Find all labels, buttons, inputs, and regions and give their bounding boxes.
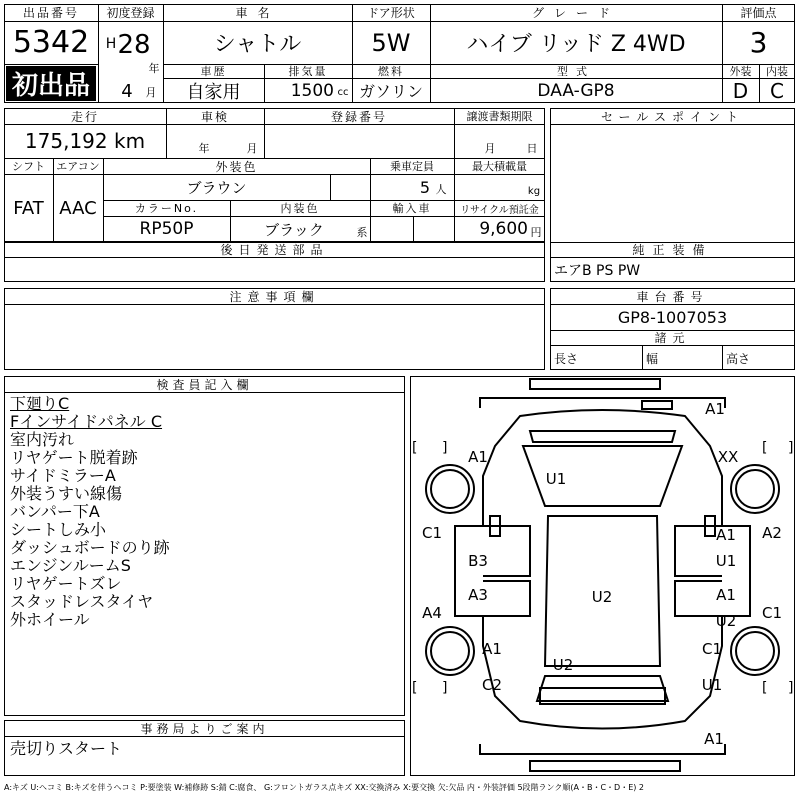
damage-mark: A1 <box>716 586 736 604</box>
tailgate-bar <box>530 761 680 771</box>
model-label: 型式 <box>557 65 595 78</box>
front-bumper-outline <box>480 398 725 408</box>
displacement-unit: cc <box>337 87 349 98</box>
damage-mark: B3 <box>468 552 488 570</box>
displacement: 1500 <box>290 80 334 101</box>
right-rear-door <box>675 581 722 616</box>
width-label: 幅 <box>646 351 659 366</box>
year-unit: 年 <box>148 62 160 75</box>
damage-mark: A3 <box>468 586 488 604</box>
inspector-notes <box>10 395 400 629</box>
history: 自家用 <box>186 81 241 103</box>
sales-point-label: セールスポイント <box>601 109 744 124</box>
note-item: シートしみ小 <box>10 520 107 539</box>
legend: A:キズ U:ヘコミ B:キズを伴うヘコミ P:要塗装 W:補修跡 S:錆 C:腐食、 G:フロントガラス点キズ XX:交換済み X:要交換 欠:欠品 内・外装評価 5段階ランク順(A・B・C・D・E) 2 <box>4 782 645 792</box>
damage-mark: A1 <box>482 640 502 658</box>
bracket-mark: ] <box>442 680 448 696</box>
note-item: 室内汚れ <box>10 430 75 449</box>
max-load-label: 最大積載量 <box>472 160 527 173</box>
interior-color-label: 内装色 <box>280 202 320 215</box>
first-registration-label: 初度登録 <box>106 6 155 20</box>
damage-mark: A1 <box>716 526 736 544</box>
left-rear-door <box>483 581 530 616</box>
grade: ハイブ リッド Z 4WD <box>466 32 686 57</box>
shift: FAT <box>13 197 44 219</box>
capacity-label: 乗車定員 <box>390 160 434 173</box>
displacement-label: 排気量 <box>288 65 328 78</box>
recycle-label: リサイクル預託金 <box>460 204 539 216</box>
damage-mark: U1 <box>701 676 723 694</box>
office-title: 事務局よりご案内 <box>140 721 269 736</box>
inspection-label: 車検 <box>200 109 229 124</box>
height-label: 高さ <box>726 351 751 366</box>
exterior-color-label: 外装色 <box>215 159 258 174</box>
lot-number-label: 出品番号 <box>22 6 79 20</box>
interior-color: ブラック <box>264 220 324 239</box>
front-bumper-shape <box>530 379 660 389</box>
equipment: エアB PS PW <box>554 263 641 279</box>
note-item: ダッシュボードのり跡 <box>10 538 170 557</box>
shift-label: シフト <box>12 160 45 173</box>
damage-mark: C1 <box>421 524 443 542</box>
recycle-unit: 円 <box>530 226 542 239</box>
damage-mark: C1 <box>701 640 723 658</box>
car-diagram <box>410 376 795 776</box>
recycle-fee: 9,600 <box>479 219 528 239</box>
score-label: 評価点 <box>740 6 777 20</box>
exterior-label: 外装 <box>729 65 752 78</box>
damage-mark: U2 <box>552 656 574 674</box>
fuel: ガソリン <box>358 82 423 101</box>
mileage: 175,192 km <box>24 129 146 153</box>
model: DAA-GP8 <box>537 80 615 101</box>
grade-label: グレード <box>531 6 620 20</box>
front-right-wheel <box>731 465 779 513</box>
inspector-title: 検査員記入欄 <box>156 377 253 392</box>
equipment-label: 純正装備 <box>632 243 713 257</box>
rear-bumper-outline <box>480 744 725 754</box>
chassis-label: 車台番号 <box>636 289 709 304</box>
lot-number: 5342 <box>12 25 90 60</box>
capacity: 5 <box>419 177 430 197</box>
note-item: エンジンルームS <box>10 556 131 575</box>
note-item: 外ホイール <box>10 610 90 629</box>
rear-right-wheel <box>731 627 779 675</box>
exterior-grade: D <box>732 78 749 103</box>
note-item: 外装うすい線傷 <box>10 484 123 503</box>
note-item: サイドミラーA <box>10 466 116 485</box>
max-load-unit: kg <box>527 185 541 197</box>
note-item: リヤゲートズレ <box>10 574 122 593</box>
note-item: バンパー下A <box>10 502 100 521</box>
transfer-month-unit: 月 <box>484 142 496 155</box>
first-listing-badge: 初出品 <box>6 66 96 101</box>
fuel-label: 燃料 <box>378 65 404 78</box>
import-label: 輸入車 <box>392 202 432 215</box>
month-unit: 月 <box>145 86 157 99</box>
damage-mark: U1 <box>715 552 737 570</box>
door-type: 5W <box>371 28 411 57</box>
front-grille <box>642 401 672 409</box>
registration-number-label: 登録番号 <box>330 109 387 124</box>
bracket-mark: ] <box>442 440 448 456</box>
transfer-day-unit: 日 <box>526 142 538 155</box>
length-label: 長さ <box>554 351 579 366</box>
bracket-mark: [ <box>412 680 418 696</box>
car-name-label: 車名 <box>235 6 280 20</box>
note-item: スタッドレスタイヤ <box>10 592 154 611</box>
mileage-label: 走行 <box>70 109 99 124</box>
exterior-color: ブラウン <box>186 178 247 197</box>
damage-mark: U2 <box>715 612 737 630</box>
bracket-mark: [ <box>762 680 768 696</box>
score: 3 <box>749 26 768 59</box>
damage-mark: A1 <box>468 448 488 466</box>
hood-shape <box>530 431 675 442</box>
history-label: 車歴 <box>200 65 227 78</box>
note-item: 下廻りC <box>10 394 70 413</box>
interior-color-suffix: 系 <box>356 226 368 239</box>
damage-mark: U1 <box>545 470 567 488</box>
damage-mark: C1 <box>761 604 783 622</box>
rear-left-wheel <box>426 627 474 675</box>
bracket-mark: ] <box>788 440 794 456</box>
front-right-wheel-inner <box>736 470 774 508</box>
bracket-mark: [ <box>412 440 418 456</box>
damage-mark: A1 <box>705 400 725 418</box>
dimensions-label: 諸元 <box>654 331 691 345</box>
bracket-mark: ] <box>788 680 794 696</box>
inspection-year-unit: 年 <box>198 142 210 155</box>
era: H <box>105 36 117 52</box>
note-item: リヤゲート脱着跡 <box>10 448 138 467</box>
color-number: RP50P <box>139 219 194 239</box>
later-parts-label: 後日発送部品 <box>220 243 329 257</box>
damage-mark: U2 <box>591 588 613 606</box>
capacity-unit: 人 <box>435 183 447 196</box>
ac: AAC <box>59 197 97 219</box>
door-label: ドア形状 <box>367 6 415 20</box>
office-text: 売切りスタート <box>10 738 123 758</box>
rear-left-wheel-inner <box>431 632 469 670</box>
rear-right-wheel-inner <box>736 632 774 670</box>
registration-year: 28 <box>117 30 151 60</box>
color-number-label: カラーNo. <box>134 202 199 215</box>
damage-mark: A2 <box>762 524 782 542</box>
damage-mark: C2 <box>481 676 503 694</box>
front-left-wheel <box>426 465 474 513</box>
interior-grade: C <box>770 78 784 103</box>
ac-label: エアコン <box>56 160 100 173</box>
chassis-number: GP8-1007053 <box>617 307 728 327</box>
damage-mark: A1 <box>704 730 724 748</box>
front-left-wheel-inner <box>431 470 469 508</box>
registration-month: 4 <box>121 80 133 102</box>
notice-label: 注意事項欄 <box>229 289 320 304</box>
transfer-deadline-label: 譲渡書類期限 <box>466 110 533 123</box>
inspection-month-unit: 月 <box>246 142 258 155</box>
damage-mark: XX <box>717 448 739 466</box>
note-item: Fインサイドパネル C <box>10 412 163 431</box>
car-name: シャトル <box>213 32 302 57</box>
interior-label: 内装 <box>766 65 788 78</box>
bracket-mark: [ <box>762 440 768 456</box>
damage-mark: A4 <box>422 604 442 622</box>
